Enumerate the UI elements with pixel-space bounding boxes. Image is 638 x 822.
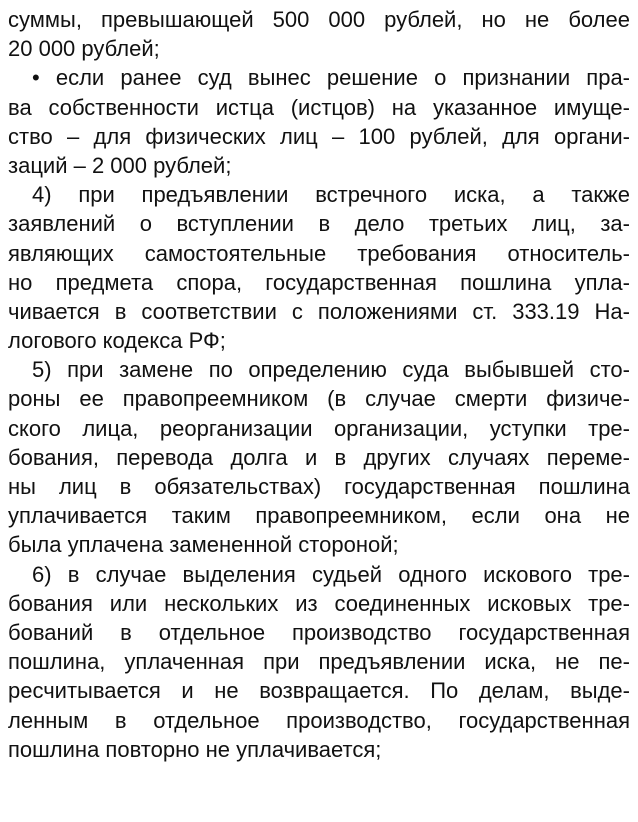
document-page [8,5,630,764]
text-line: пошлина, уплаченная при предъявлении иска, не пе- [8,649,630,675]
text-line: ство – для физических лиц – 100 рублей, для органи- [8,123,630,149]
paragraph-start-line: 5) при замене по определению суда выбывшей сто- [32,357,630,383]
text-line: бования или нескольких из соединенных исковых тре- [8,590,630,616]
text-line: ва собственности истца (истцов) на указанное имуще- [8,94,630,120]
text-line: ресчитывается и не возвращается. По делам, выде- [8,678,630,704]
text-line: бования, перевода долга и в других случаях переме- [8,444,630,470]
text-line: но предмета спора, государственная пошлина упла- [8,269,630,295]
text-line: ленным в отдельное производство, государственная [8,707,630,733]
text-line: чивается в соответствии с положениями ст. 333.19 На- [8,298,630,324]
text-line: заявлений о вступлении в дело третьих лиц, за- [8,211,630,237]
paragraph-start-line: 4) при предъявлении встречного иска, а также [32,182,630,208]
text-line: была уплачена замененной стороной; [8,532,399,558]
text-line: суммы, превышающей 500 000 рублей, но не более [8,7,630,32]
text-line: являющих самостоятельные требования относитель- [8,240,630,266]
bullet-line: • если ранее суд вынес решение о признании пра- [32,65,630,91]
text-line: бований в отдельное производство государственная [8,619,630,645]
text-line: пошлина повторно не уплачивается; [8,736,382,762]
text-line: роны ее правопреемником (в случае смерти физиче- [8,386,630,412]
text-line: ны лиц в обязательствах) государственная пошлина [8,474,630,499]
text-line: ского лица, реорганизации организации, уступки тре- [8,415,630,441]
paragraph-start-line: 6) в случае выделения судьей одного искового тре- [32,561,630,587]
text-line: заций – 2 000 рублей; [8,152,232,178]
text-line: логового кодекса РФ; [8,328,226,354]
text-line: 20 000 рублей; [8,36,160,62]
text-line: уплачивается таким правопреемником, если она не [8,503,630,529]
